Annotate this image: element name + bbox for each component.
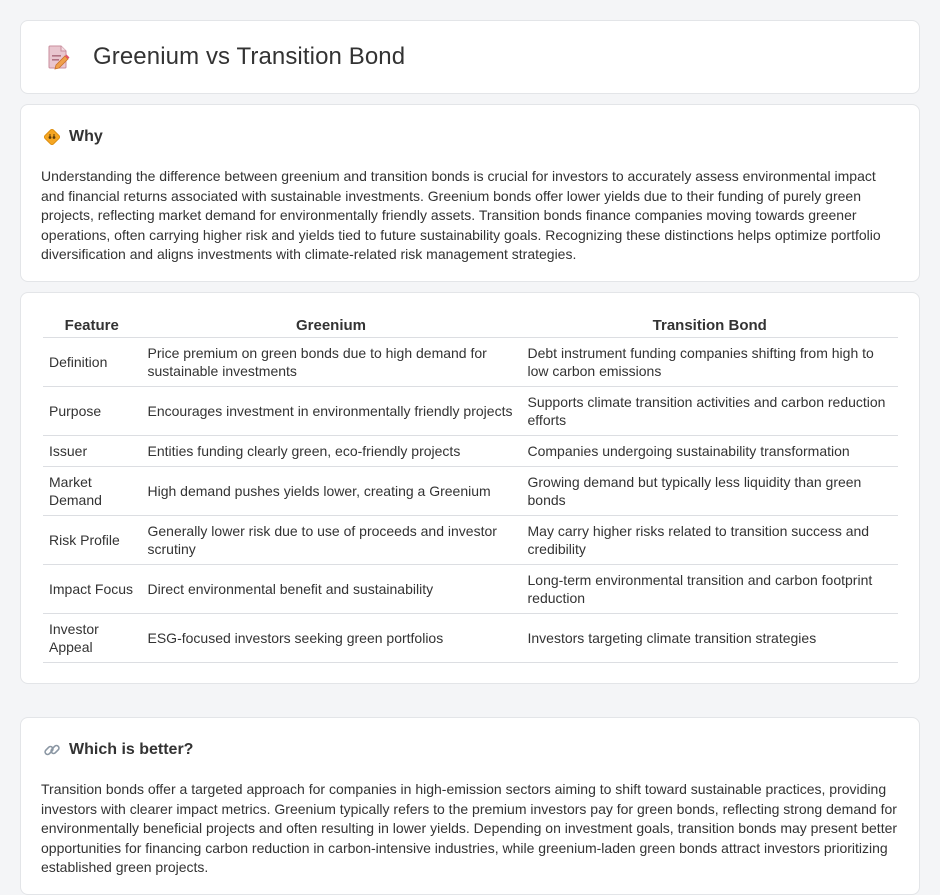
column-header-greenium: Greenium: [141, 315, 521, 337]
better-title: Which is better?: [69, 741, 194, 758]
row-feature: Definition: [43, 337, 141, 386]
comparison-table-card: [20, 292, 920, 684]
why-title: Why: [69, 128, 103, 145]
why-text: Understanding the difference between greenium and transition bonds is crucial for investors to accurately assess environmental impact and financial returns associated with sustainable investments. Greenium bonds offer lower yields due to their funding of purely green projects, reflecting market demand for environmentally friendly assets. Transition bonds finance companies moving towards greener operations, often carrying higher risk and yields tied to future sustainability goals. Recognizing these distinctions helps optimize portfolio diversification and aligns investments with climate-related risk management strategies.: [41, 168, 881, 262]
table-row: [43, 386, 898, 435]
row-transition-bond: Supports climate transition activities and carbon reduction efforts: [521, 386, 898, 435]
document-pencil-icon: [47, 44, 71, 70]
row-greenium: Price premium on green bonds due to high demand for sustainable investments: [141, 337, 521, 386]
column-header-feature: Feature: [43, 315, 141, 337]
row-greenium: High demand pushes yields lower, creating a Greenium: [141, 466, 521, 515]
row-transition-bond: Investors targeting climate transition strategies: [521, 613, 898, 662]
why-heading: [43, 127, 899, 147]
row-transition-bond: Long-term environmental transition and carbon footprint reduction: [521, 564, 898, 613]
row-greenium: Generally lower risk due to use of proceeds and investor scrutiny: [141, 515, 521, 564]
row-feature: Investor Appeal: [43, 613, 141, 662]
header-card: [20, 20, 920, 94]
row-greenium: Encourages investment in environmentally friendly projects: [141, 386, 521, 435]
table-row: [43, 515, 898, 564]
row-feature: Purpose: [43, 386, 141, 435]
row-greenium: Direct environmental benefit and sustainability: [141, 564, 521, 613]
row-feature: Impact Focus: [43, 564, 141, 613]
diamond-sign-icon: [43, 128, 61, 146]
row-transition-bond: Growing demand but typically less liquidity than green bonds: [521, 466, 898, 515]
row-feature: Issuer: [43, 435, 141, 466]
better-text: Transition bonds offer a targeted approach for companies in high-emission sectors aiming to shift toward sustainable practices, providing investors with clearer impact metrics. Greenium typically refers to the premium investors pay for green bonds, reflecting strong demand for environmentally beneficial projects and often resulting in lower yields. Depending on investment goals, transition bonds may present better opportunities for financing carbon reduction in carbon-intensive industries, while greenium-laden green bonds attract investors prioritizing established green projects.: [41, 781, 898, 875]
row-greenium: Entities funding clearly green, eco-friendly projects: [141, 435, 521, 466]
table-header-row: [43, 315, 898, 337]
row-greenium: ESG-focused investors seeking green portfolios: [141, 613, 521, 662]
row-feature: Market Demand: [43, 466, 141, 515]
row-transition-bond: Companies undergoing sustainability transformation: [521, 435, 898, 466]
table-row: [43, 337, 898, 386]
table-row: [43, 564, 898, 613]
why-section: [20, 104, 920, 282]
row-transition-bond: May carry higher risks related to transition success and credibility: [521, 515, 898, 564]
page-title: Greenium vs Transition Bond: [93, 43, 406, 70]
row-feature: Risk Profile: [43, 515, 141, 564]
table-row: [43, 613, 898, 662]
row-transition-bond: Debt instrument funding companies shifting from high to low carbon emissions: [521, 337, 898, 386]
table-row: [43, 435, 898, 466]
comparison-table: [43, 315, 898, 663]
link-icon: [43, 741, 61, 759]
table-row: [43, 466, 898, 515]
better-heading: [43, 740, 899, 760]
which-is-better-section: [20, 717, 920, 895]
column-header-transition-bond: Transition Bond: [521, 315, 898, 337]
